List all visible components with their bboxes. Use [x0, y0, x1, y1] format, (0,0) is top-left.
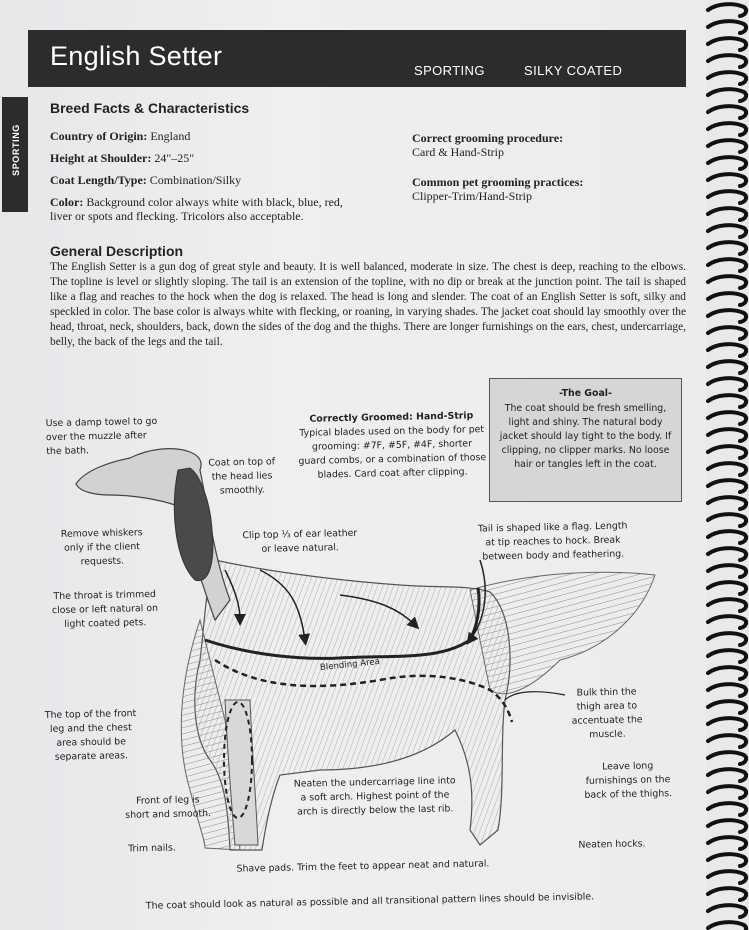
coat-tag: SILKY COATED: [524, 63, 623, 78]
spiral-ring: [708, 497, 746, 509]
note-pads: Shave pads. Trim the feet to appear neat and natural.: [236, 858, 490, 875]
fact-value: Combination/Silky: [149, 173, 242, 187]
note-nails: Trim nails.: [128, 842, 176, 855]
spiral-ring: [708, 701, 746, 713]
fact-label: Color:: [50, 195, 84, 209]
spiral-ring: [708, 140, 746, 152]
footer-note: The coat should look as natural as possible and all transitional pattern lines should be invisible.: [145, 891, 595, 912]
spiral-ring: [708, 854, 746, 866]
page-title: English Setter: [50, 41, 223, 71]
spiral-ring: [708, 276, 746, 288]
spiral-ring: [708, 565, 746, 577]
note-tail: Tail is shaped like a flag. Length at tip reaches to hock. Break between body and feathering.: [477, 520, 628, 563]
spiral-ring: [708, 684, 746, 696]
spiral-ring: [708, 174, 746, 186]
note-ear: Clip top ⅓ of ear leather or leave natural.: [242, 527, 358, 555]
spiral-ring: [708, 667, 746, 679]
groomed-title: Correctly Groomed: Hand-Strip: [309, 410, 474, 425]
facts-heading: Breed Facts & Characteristics: [50, 100, 250, 116]
spiral-ring: [708, 395, 746, 407]
spiral-ring: [708, 55, 746, 67]
spiral-ring: [708, 259, 746, 271]
fact-value: Background color always white with black, blue, red,: [86, 195, 343, 209]
spiral-ring: [708, 905, 746, 917]
fact-value: Card & Hand-Strip: [412, 145, 504, 159]
fact-value-2: liver or spots and flecking. Tricolors also acceptable.: [50, 209, 304, 223]
spiral-ring: [708, 803, 746, 815]
group-tag: SPORTING: [414, 63, 485, 78]
spiral-ring: [708, 310, 746, 322]
note-towel: Use a damp towel to go over the muzzle after the bath.: [45, 415, 158, 458]
section-tab-label: SPORTING: [11, 124, 21, 176]
fact-value: Clipper-Trim/Hand-Strip: [412, 189, 532, 203]
goal-text: The coat should be fresh smelling, light and shiny. The natural body jacket should lay tight to the body. If clipping, no clipper marks. No loose hair or tangles left in the coat.: [499, 403, 672, 470]
spiral-ring: [708, 208, 746, 220]
fact-label: Height at Shoulder:: [50, 151, 152, 165]
fact-value: England: [150, 129, 191, 143]
groomed-text: Typical blades used on the body for pet grooming: #7F, #5F, #4F, shorter guard combs, or a combination of those blades. Card coat after clipping.: [298, 424, 487, 481]
spiral-ring: [708, 616, 746, 628]
blending-label: Blending Area: [319, 656, 381, 674]
note-coat-head: Coat on top of the head lies smoothly.: [208, 456, 276, 497]
spiral-ring: [708, 38, 746, 50]
spiral-ring: [708, 157, 746, 169]
spiral-ring: [708, 344, 746, 356]
spiral-ring: [708, 514, 746, 526]
fact-label: Common pet grooming practices:: [412, 175, 584, 189]
spiral-ring: [708, 786, 746, 798]
spiral-ring: [708, 582, 746, 594]
groomed-callout: [297, 409, 486, 483]
spiral-ring: [708, 480, 746, 492]
spiral-ring: [708, 548, 746, 560]
spiral-ring: [708, 820, 746, 832]
spiral-ring: [708, 888, 746, 900]
note-front-short: Front of leg is short and smooth.: [125, 794, 212, 821]
spiral-ring: [708, 718, 746, 730]
spiral-ring: [708, 871, 746, 883]
spiral-ring: [708, 769, 746, 781]
spiral-ring: [708, 4, 746, 16]
spiral-ring: [708, 633, 746, 645]
spiral-ring: [708, 225, 746, 237]
spiral-ring: [708, 327, 746, 339]
goal-box: [489, 378, 682, 502]
spiral-ring: [708, 837, 746, 849]
spiral-ring: [708, 123, 746, 135]
spiral-ring: [708, 446, 746, 458]
general-description: The English Setter is a gun dog of great style and beauty. It is well balanced, moderate in size. The chest is deep, reaching to the elbows. The topline is level or slightly sloping. The tail is an extension of the topline, with no dip or break at the junction point. The tail is shaped like a flag and reaches to the hock when the dog is relaxed. The head is long and slender. The coat of an English Setter is soft, silky and speckled in color. The base color is always white with flecking, or roaning, in varying shades. The jacket coat should lay smoothly over the head, throat, neck, shoulders, back, down the sides of the dog and the thighs. There are longer furnishings on the ears, chest, undercarriage, belly, the back of the legs and the tail.: [50, 261, 686, 349]
spiral-ring: [708, 361, 746, 373]
note-front-leg: The top of the front leg and the chest area should be separate areas.: [44, 708, 137, 763]
spiral-ring: [708, 650, 746, 662]
spiral-ring: [708, 242, 746, 254]
spiral-ring: [708, 429, 746, 441]
spiral-binding: [706, 0, 749, 930]
spiral-ring: [708, 463, 746, 475]
fact-label: Coat Length/Type:: [50, 173, 147, 187]
spiral-ring: [708, 599, 746, 611]
note-whiskers: Remove whiskers only if the client requests.: [60, 527, 143, 568]
note-undercarriage: Neaten the undercarriage line into a soft arch. Highest point of the arch is directly below the last rib.: [293, 775, 456, 818]
general-heading: General Description: [50, 243, 184, 259]
spiral-ring: [708, 89, 746, 101]
note-hocks: Neaten hocks.: [578, 838, 646, 851]
spiral-ring: [708, 752, 746, 764]
note-thigh: Bulk thin the thigh area to accentuate the muscle.: [571, 686, 643, 741]
goal-title: -The Goal-: [559, 388, 612, 399]
spiral-ring: [708, 412, 746, 424]
spiral-ring: [708, 106, 746, 118]
spiral-ring: [708, 378, 746, 390]
note-throat: The throat is trimmed close or left natural on light coated pets.: [51, 588, 159, 630]
note-furnishings: Leave long furnishings on the back of the thighs.: [584, 760, 673, 801]
spiral-ring: [708, 191, 746, 203]
fact-label: Country of Origin:: [50, 129, 148, 143]
spiral-ring: [708, 293, 746, 305]
spiral-ring: [708, 735, 746, 747]
fact-label: Correct grooming procedure:: [412, 131, 564, 145]
spiral-ring: [708, 72, 746, 84]
spiral-ring: [708, 922, 746, 930]
spiral-ring: [708, 531, 746, 543]
spiral-ring: [708, 21, 746, 33]
fact-value: 24"–25": [154, 151, 195, 165]
